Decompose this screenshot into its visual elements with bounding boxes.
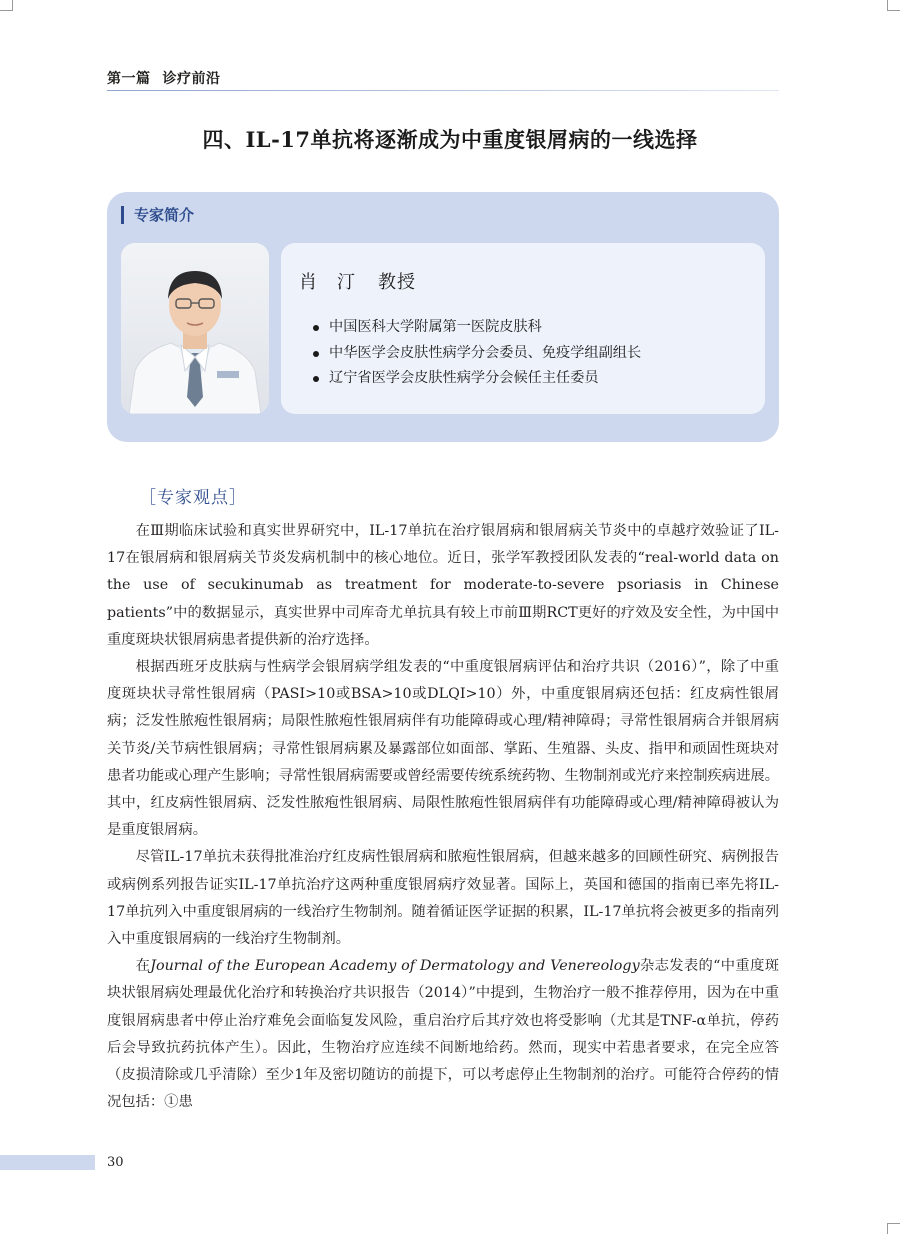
paragraph xyxy=(107,953,779,1116)
footer-bar xyxy=(0,1155,95,1170)
paragraph: 尽管IL-17单抗未获得批准治疗红皮病性银屑病和脓疱性银屑病，但越来越多的回顾性研究、病例报告或病例系列报告证实IL-17单抗治疗这两种重度银屑病疗效显著。国际上，英国和德国的指南已率先将IL-17单抗列入中重度银屑病的一线治疗生物制剂。随着循证医学证据的积累，IL-17单抗将会被更多的指南列入中重度银屑病的一线治疗生物制剂。 xyxy=(107,849,779,948)
paragraph: 在Ⅲ期临床试验和真实世界研究中，IL-17单抗在治疗银屑病和银屑病关节炎中的卓越疗效验证了IL-17在银屑病和银屑病关节炎发病机制中的核心地位。近日，张学军教授团队发表的“real-world data on the use of secukinumab as treatment for moderate-to-severe psoriasis in Chinese patients”中的数据显示，真实世界中司库奇尤单抗具有较上市前Ⅲ期RCT更好的疗效及安全性，为中国中重度斑块状银屑病患者提供新的治疗选择。 xyxy=(107,523,779,648)
article-title: 四、IL-17单抗将逐渐成为中重度银屑病的一线选择 xyxy=(202,127,698,152)
expert-name: 肖 汀 xyxy=(299,272,356,293)
expert-name-line xyxy=(299,268,416,294)
paragraph-continuation: 杂志发表的“中重度斑块状银屑病处理最优化治疗和转换治疗共识报告（2014）”中提到，生物治疗一般不推荐停用，因为在中重度银屑病患者中停止治疗难免会面临复发风险，重启治疗后其疗效也将受影响（尤其是TNF-α单抗，停药后会导致抗药抗体产生）。因此，生物治疗应连续不间断地给药。然而，现实中若患者要求，在完全应答（皮损清除或几乎清除）至少1年及密切随访的前提下，可以考虑停止生物制剂的治疗。可能符合停药的情况包括：①患 xyxy=(107,958,779,1111)
affiliation-item: 辽宁省医学会皮肤性病学分会候任主任委员 xyxy=(311,366,641,392)
running-head xyxy=(107,68,221,88)
expert-portrait xyxy=(121,243,269,414)
expert-opinion-heading: ［专家观点］ xyxy=(139,488,247,508)
crop-mark-top-left xyxy=(0,0,13,11)
journal-name: Journal of the European Academy of Dermatology and Venereology xyxy=(150,958,640,975)
running-head-part: 第一篇 xyxy=(107,71,151,87)
expert-info-card xyxy=(281,243,765,414)
header-rule xyxy=(107,90,779,91)
running-head-section: 诊疗前沿 xyxy=(162,71,221,87)
article-body xyxy=(107,518,779,1116)
paragraph-lead: 在 xyxy=(135,958,151,975)
affiliation-list xyxy=(311,315,641,392)
page-number: 30 xyxy=(107,1155,124,1170)
profile-heading: 专家简介 xyxy=(121,206,194,224)
portrait-illustration xyxy=(121,243,269,414)
expert-profile-panel xyxy=(107,192,779,442)
crop-mark-top-right xyxy=(887,0,900,11)
affiliation-item: 中华医学会皮肤性病学分会委员、免疫学组副组长 xyxy=(311,341,641,367)
expert-title: 教授 xyxy=(378,272,416,293)
crop-mark-bottom-right xyxy=(887,1223,900,1234)
paragraph: 根据西班牙皮肤病与性病学会银屑病学组发表的“中重度银屑病评估和治疗共识（2016）”，除了中重度斑块状寻常性银屑病（PASI>10或BSA>10或DLQI>10）外，中重度银屑病还包括：红皮病性银屑病；泛发性脓疱性银屑病；局限性脓疱性银屑病伴有功能障碍或心理/精神障碍；寻常性银屑病合并银屑病关节炎/关节病性银屑病；寻常性银屑病累及暴露部位如面部、掌跖、生殖器、头皮、指甲和顽固性斑块对患者功能或心理产生影响；寻常性银屑病需要或曾经需要传统系统药物、生物制剂或光疗来控制疾病进展。其中，红皮病性银屑病、泛发性脓疱性银屑病、局限性脓疱性银屑病伴有功能障碍或心理/精神障碍被认为是重度银屑病。 xyxy=(107,659,779,839)
affiliation-item: 中国医科大学附属第一医院皮肤科 xyxy=(311,315,641,341)
